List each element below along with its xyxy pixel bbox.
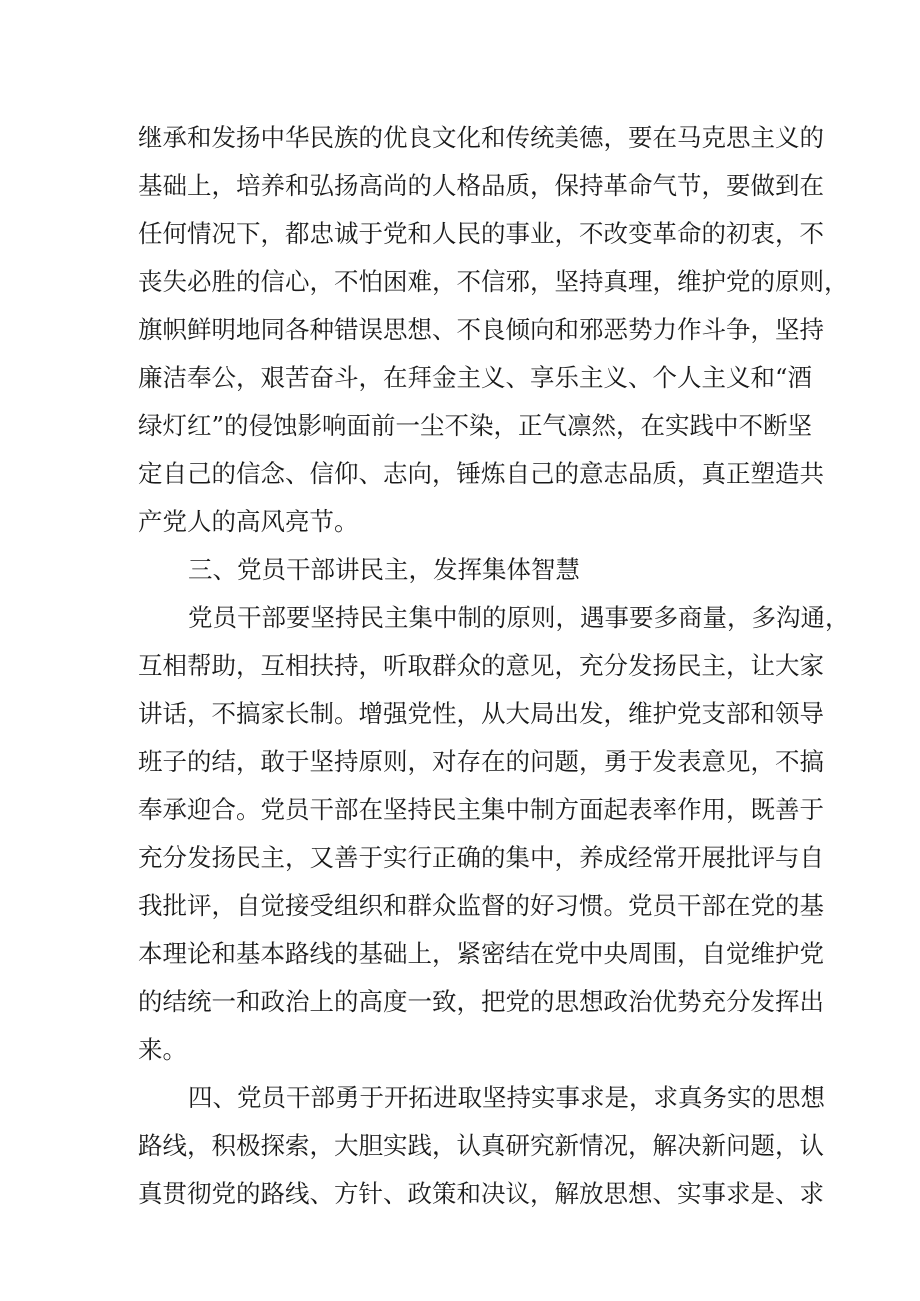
- text-line: 本理论和基本路线的基础上，紧密结在党中央周围，自觉维护党: [138, 939, 824, 968]
- text-line: 我批评，自觉接受组织和群众监督的好习惯。党员干部在党的基: [138, 891, 824, 920]
- text-line: 定自己的信念、信仰、志向，锤炼自己的意志品质，真正塑造共: [138, 459, 824, 488]
- text-line: 产党人的高风亮节。: [138, 507, 359, 536]
- text-line: 路线，积极探索，大胆实践，认真研究新情况，解决新问题，认: [138, 1131, 824, 1160]
- section-heading: 三、党员干部讲民主，发挥集体智慧: [188, 555, 580, 584]
- text-line: 廉洁奉公，艰苦奋斗，在拜金主义、享乐主义、个人主义和“酒: [138, 363, 813, 392]
- text-line: 党员干部要坚持民主集中制的原则，遇事要多商量，多沟通，: [188, 603, 850, 632]
- text-line: 丧失必胜的信心，不怕困难，不信邪，坚持真理，维护党的原则，: [138, 267, 849, 296]
- text-line: 旗帜鲜明地同各种错误思想、不良倾向和邪恶势力作斗争，坚持: [138, 315, 824, 344]
- text-line: 充分发扬民主，又善于实行正确的集中，养成经常开展批评与自: [138, 843, 824, 872]
- text-line: 真贯彻党的路线、方针、政策和决议，解放思想、实事求是、求: [138, 1179, 824, 1208]
- text-line: 基础上，培养和弘扬高尚的人格品质，保持革命气节，要做到在: [138, 171, 824, 200]
- text-line: 的结统一和政治上的高度一致，把党的思想政治优势充分发挥出: [138, 987, 824, 1016]
- text-line: 继承和发扬中华民族的优良文化和传统美德，要在马克思主义的: [138, 123, 824, 152]
- text-line: 来。: [138, 1035, 187, 1064]
- text-line: 互相帮助，互相扶持，听取群众的意见，充分发扬民主，让大家: [138, 651, 824, 680]
- text-line: 奉承迎合。党员干部在坚持民主集中制方面起表率作用，既善于: [138, 795, 824, 824]
- text-line: 讲话，不搞家长制。增强党性，从大局出发，维护党支部和领导: [138, 699, 824, 728]
- text-line: 绿灯红”的侵蚀影响面前一尘不染，正气凛然，在实践中不断坚: [138, 411, 813, 440]
- section-heading: 四、党员干部勇于开拓进取坚持实事求是，求真务实的思想: [188, 1083, 825, 1112]
- text-line: 任何情况下，都忠诚于党和人民的事业，不改变革命的初衷，不: [138, 219, 824, 248]
- text-line: 班子的结，敢于坚持原则，对存在的问题，勇于发表意见，不搞: [138, 747, 824, 776]
